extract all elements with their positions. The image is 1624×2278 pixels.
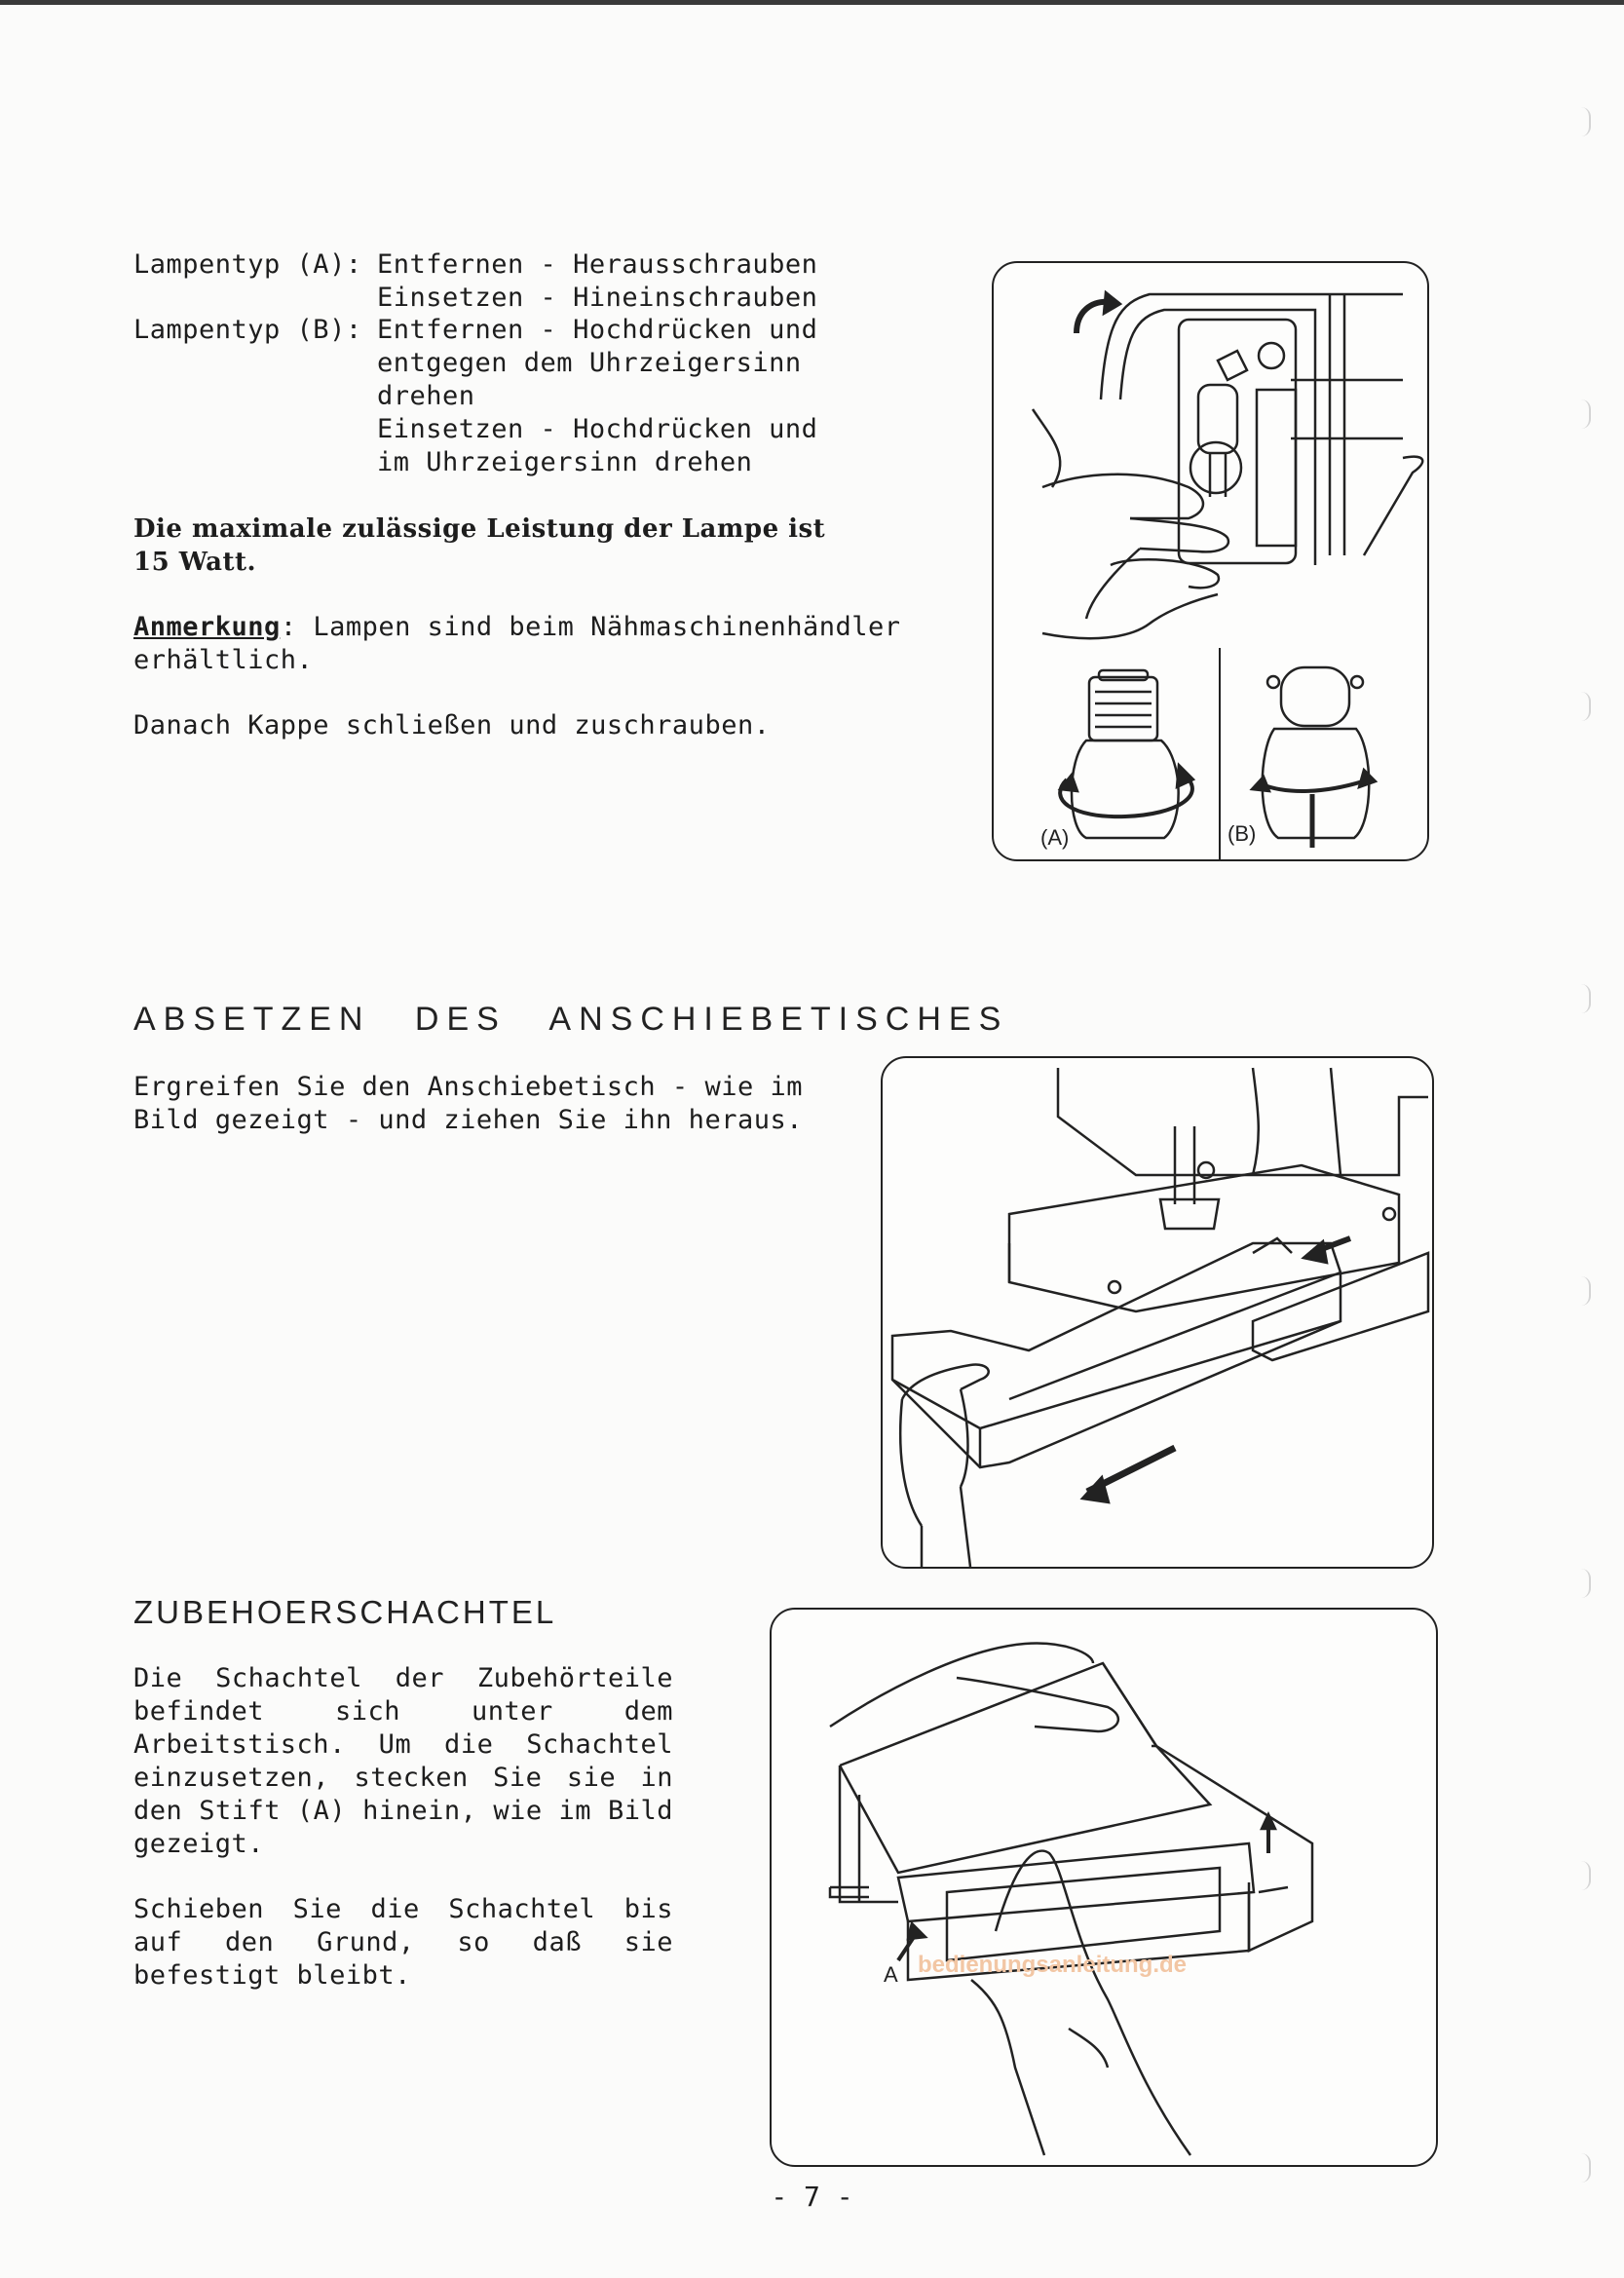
note-line-2: erhältlich. <box>133 645 314 675</box>
max-power-line-1: Die maximale zulässige Leistung der Lampe ist <box>133 514 826 544</box>
punch-hole-mark <box>1573 692 1591 721</box>
box-p1-line-6: gezeigt. <box>133 1829 265 1859</box>
punch-hole-mark <box>1573 107 1591 136</box>
box-p2-line-2: auf den Grund, so daß sie <box>133 1927 673 1957</box>
lamp-figure <box>992 261 1429 861</box>
box-p1-line-5: den Stift (A) hinein, wie im Bild <box>133 1796 673 1826</box>
table-instruction-line-1: Ergreifen Sie den Anschiebetisch - wie im <box>133 1072 803 1102</box>
box-p2-line-1: Schieben Sie die Schachtel bis <box>133 1894 673 1924</box>
box-p1-line-4: einzusetzen, stecken Sie sie in <box>133 1763 673 1793</box>
lamp-line-7-text: im Uhrzeigersinn drehen <box>377 447 753 477</box>
lamp-line-1-label: Lampentyp (A): <box>133 249 362 280</box>
punch-hole-mark <box>1573 984 1591 1013</box>
note-label: Anmerkung <box>133 612 281 642</box>
box-p1-line-2: befindet sich unter dem <box>133 1696 673 1727</box>
lamp-line-5-text: drehen <box>377 381 475 411</box>
table-instruction-line-2: Bild gezeigt - und ziehen Sie ihn heraus. <box>133 1105 803 1135</box>
punch-hole-mark <box>1573 1861 1591 1890</box>
watermark-text: bedienungsanleitung.de <box>918 1952 1188 1978</box>
box-figure-label-a: A <box>884 1962 898 1987</box>
accessory-box-illustration <box>772 1610 1436 2165</box>
closing-instruction: Danach Kappe schließen und zuschrauben. <box>133 710 771 740</box>
table-section-heading: ABSETZEN DES ANSCHIEBETISCHES <box>133 1001 1009 1038</box>
top-border-line <box>0 0 1624 5</box>
punch-hole-mark <box>1573 399 1591 429</box>
box-section-heading: ZUBEHOERSCHACHTEL <box>133 1594 557 1630</box>
accessory-box-figure <box>770 1608 1438 2167</box>
punch-hole-mark <box>1573 1276 1591 1306</box>
punch-hole-mark <box>1573 2153 1591 2183</box>
box-p2-line-3: befestigt bleibt. <box>133 1960 411 1991</box>
box-p1-line-1: Die Schachtel der Zubehörteile <box>133 1663 673 1693</box>
lamp-line-3-text: Entfernen - Hochdrücken und <box>377 315 818 345</box>
lamp-illustration <box>994 263 1427 859</box>
lamp-line-2-text: Einsetzen - Hineinschrauben <box>377 283 818 313</box>
table-removal-illustration <box>883 1058 1432 1567</box>
note-text: : Lampen sind beim Nähmaschinenhändler <box>280 612 901 642</box>
lamp-line-1-text: Entfernen - Herausschrauben <box>377 249 818 280</box>
table-removal-figure <box>881 1056 1434 1569</box>
box-p1-line-3: Arbeitstisch. Um die Schachtel <box>133 1729 673 1760</box>
page-number: - 7 - <box>771 2181 853 2213</box>
punch-hole-mark <box>1573 1569 1591 1598</box>
lamp-line-4-text: entgegen dem Uhrzeigersinn <box>377 348 802 378</box>
max-power-line-2: 15 Watt. <box>133 548 257 577</box>
lamp-line-6-text: Einsetzen - Hochdrücken und <box>377 414 818 444</box>
lamp-line-3-label: Lampentyp (B): <box>133 315 362 345</box>
lamp-figure-label-a: (A) <box>1040 825 1070 850</box>
lamp-figure-label-b: (B) <box>1227 821 1257 846</box>
note-line-1 <box>133 611 901 644</box>
